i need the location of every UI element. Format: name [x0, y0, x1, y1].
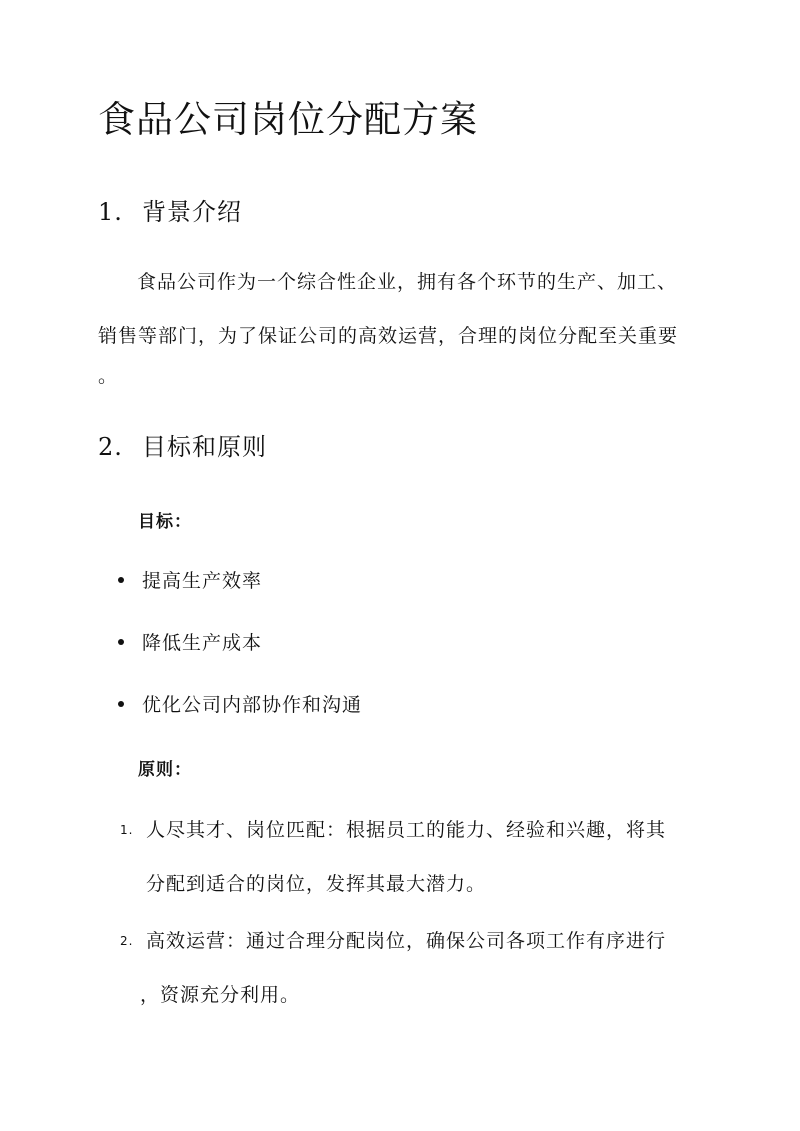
goal-item [118, 566, 262, 596]
bullet-icon [118, 639, 124, 645]
principle-line: 分配到适合的岗位，发挥其最大潜力。 [146, 873, 487, 895]
goal-item [118, 628, 262, 658]
document-title: 食品公司岗位分配方案 [98, 98, 478, 141]
paragraph-line: 食品公司作为一个综合性企业，拥有各个环节的生产、加工、 [117, 271, 678, 293]
principle-line: ，资源充分利用。 [140, 984, 301, 1006]
goal-text: 优化公司内部协作和沟通 [142, 694, 363, 716]
paragraph-line: 销售等部门，为了保证公司的高效运营，合理的岗位分配至关重要 [98, 325, 679, 347]
goals-label: 目标： [138, 512, 192, 532]
goal-item [118, 690, 362, 720]
section-number: 2. [98, 433, 123, 461]
section-title: 目标和原则 [142, 433, 267, 461]
section-heading-background [98, 196, 242, 228]
section-title: 背景介绍 [142, 198, 242, 226]
bullet-icon [118, 701, 124, 707]
paragraph-line: 。 [98, 365, 119, 387]
principle-number: 2. [120, 934, 134, 948]
section-heading-goals [98, 431, 267, 463]
principles-label: 原则： [138, 760, 192, 780]
section-number: 1. [98, 198, 123, 226]
goal-text: 降低生产成本 [142, 632, 263, 654]
principle-line: 高效运营：通过合理分配岗位，确保公司各项工作有序进行 [146, 930, 667, 952]
background-paragraph [98, 267, 703, 415]
principle-number: 1. [120, 823, 134, 837]
bullet-icon [118, 577, 124, 583]
goal-text: 提高生产效率 [142, 570, 263, 592]
principle-line: 人尽其才、岗位匹配：根据员工的能力、经验和兴趣，将其 [146, 819, 667, 841]
